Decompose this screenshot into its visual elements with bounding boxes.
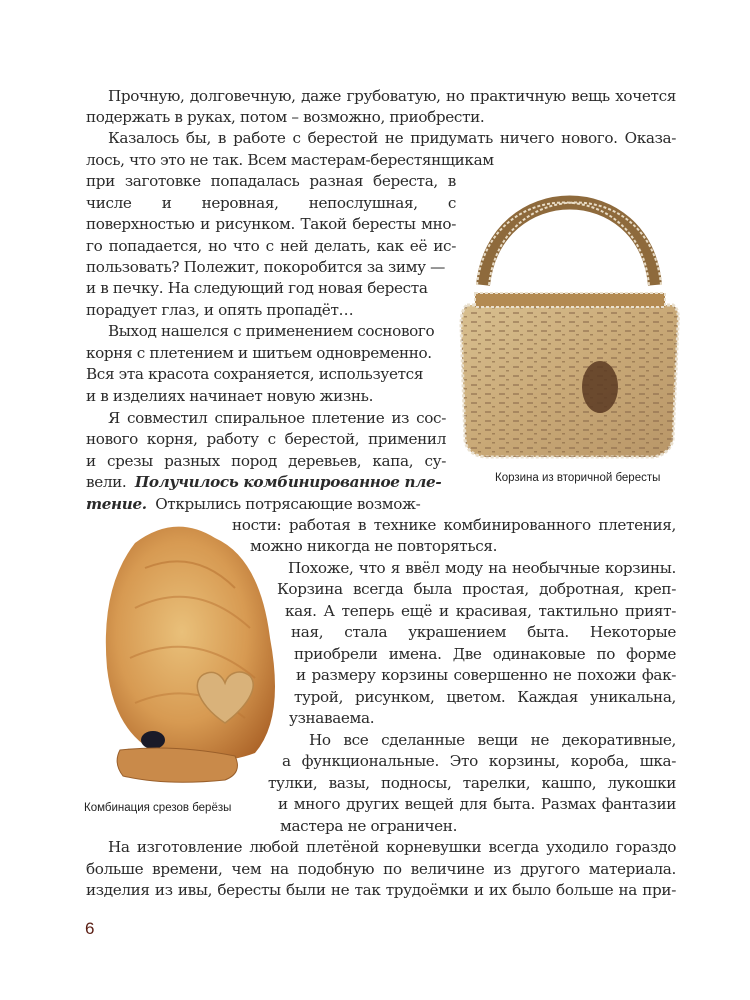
text-line: го попадается, но что с ней делать, как её ис- — [86, 237, 456, 255]
text-line: и много других вещей для быта. Размах фантазии — [278, 795, 676, 813]
text-line: и в печку. На следующий год новая береста — [86, 279, 428, 297]
text-line: Прочную, долговечную, даже грубоватую, но практичную вещь хочется — [108, 87, 676, 105]
text-line: нового корня, работу с берестой, применил — [86, 430, 446, 448]
wood-slice-photo — [95, 518, 285, 793]
text-line: Казалось бы, в работе с берестой не придумать ничего нового. Оказа- — [108, 129, 676, 147]
emphasis-text: тение. — [86, 495, 147, 513]
text-line: приобрели имена. Две одинаковые по форме — [294, 645, 676, 663]
slice-caption: Комбинация срезов берёзы — [84, 802, 232, 814]
text-segment: вели. — [86, 473, 127, 491]
text-line: при заготовке попадалась разная береста, в — [86, 172, 456, 190]
text-line: Я совместил спиральное плетение из сос- — [108, 409, 446, 427]
text-line: лось, что это не так. Всем мастерам-берестянщикам — [86, 151, 494, 169]
text-line: порадует глаз, и опять пропадёт… — [86, 301, 354, 319]
text-line: изделия из ивы, бересты были не так трудоёмки и их было больше на при- — [86, 881, 676, 899]
text-line: пользовать? Полежит, покоробится за зиму — — [86, 258, 446, 276]
text-line: узнаваема. — [289, 709, 375, 727]
text-line: Похоже, что я ввёл моду на необычные корзины. — [288, 559, 676, 577]
text-segment: Открылись потрясающие возмож- — [155, 495, 421, 513]
text-line: подержать в руках, потом – возможно, приобрести. — [86, 108, 485, 126]
text-line: корня с плетением и шитьем одновременно. — [86, 344, 432, 362]
text-line: мастера не ограничен. — [280, 817, 458, 835]
text-line: можно никогда не повторяться. — [250, 537, 498, 555]
page-number: 6 — [85, 919, 95, 938]
text-line: Корзина всегда была простая, добротная, креп- — [277, 580, 676, 598]
text-line: Но все сделанные вещи не декоративные, — [309, 731, 676, 749]
emphasis-text: Получилось комбинированное пле- — [134, 473, 442, 491]
text-line — [86, 472, 441, 492]
text-line: и срезы разных пород деревьев, капа, су- — [86, 452, 446, 470]
text-line: ности: работая в технике комбинированного плетения, — [232, 516, 676, 534]
text-line: больше времени, чем на подобную по величине из другого материала. — [86, 860, 676, 878]
text-line: и в изделиях начинает новую жизнь. — [86, 387, 374, 405]
text-line: ная, стала украшением быта. Некоторые — [291, 623, 676, 641]
text-line: а функциональные. Это корзины, короба, шка- — [282, 752, 676, 770]
text-line: Вся эта красота сохраняется, используется — [86, 365, 424, 383]
basket-handle — [483, 203, 655, 286]
text-line: и размеру корзины совершенно не похожи фак- — [296, 666, 676, 684]
basket-caption: Корзина из вторичной бересты — [495, 472, 661, 484]
text-line — [86, 494, 420, 514]
text-line: числе и неровная, непослушная, с — [86, 194, 456, 212]
text-line: турой, рисунком, цветом. Каждая уникальна, — [294, 688, 676, 706]
text-line: тулки, вазы, подносы, тарелки, кашпо, лукошки — [268, 774, 676, 792]
basket-photo — [455, 165, 685, 465]
wood-base — [117, 748, 237, 782]
text-line: На изготовление любой плетёной корневушки всегда уходило гораздо — [108, 838, 676, 856]
text-line: Выход нашелся с применением соснового — [108, 322, 435, 340]
text-line: поверхностью и рисунком. Такой бересты мно- — [86, 215, 456, 233]
text-line: кая. А теперь ещё и красивая, тактильно прият- — [285, 602, 676, 620]
